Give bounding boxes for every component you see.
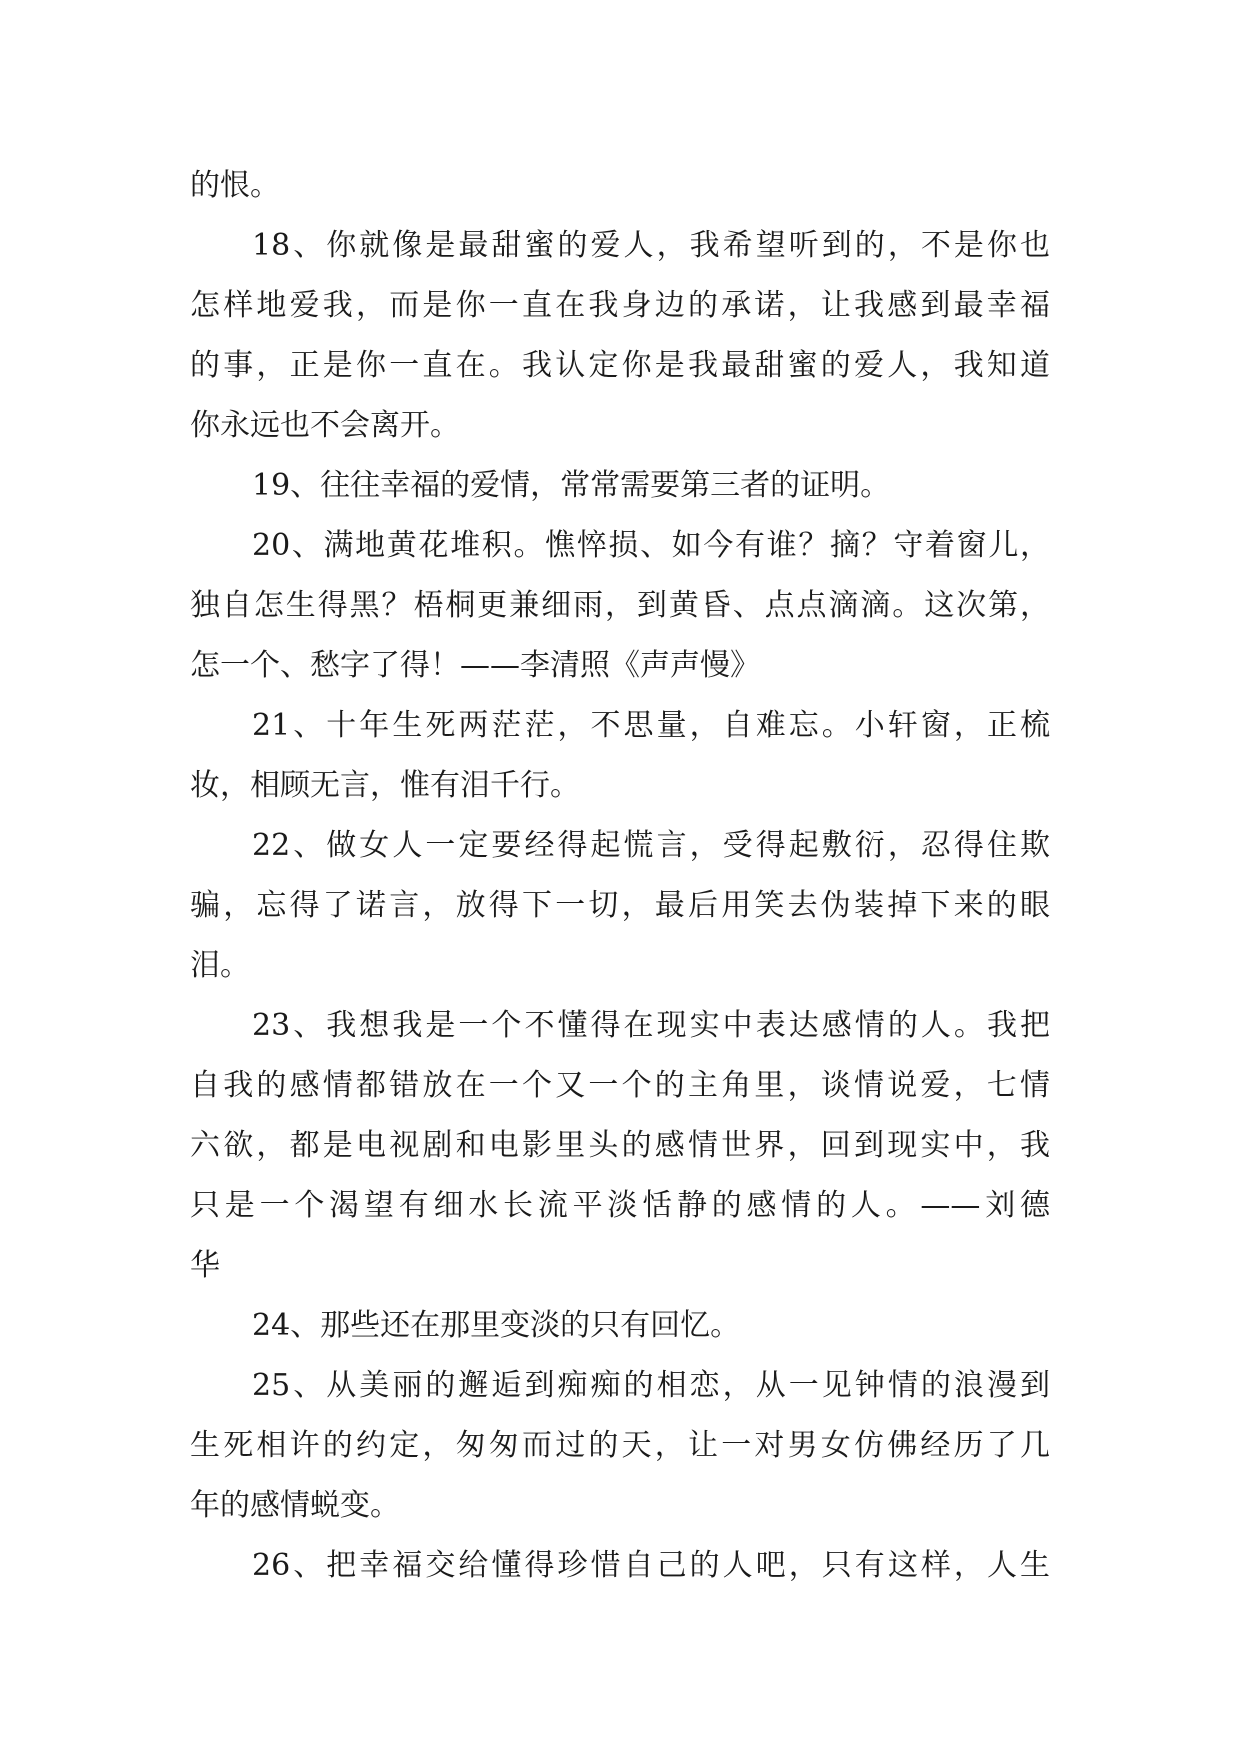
text-line: 你永远也不会离开。 — [190, 408, 460, 443]
text-line: 的事，正是你一直在。我认定你是我最甜蜜的爱人，我知道 — [190, 348, 1050, 383]
text-line: 年的感情蜕变。 — [190, 1488, 400, 1523]
text-line: 骗，忘得了诺言，放得下一切，最后用笑去伪装掉下来的眼 — [190, 888, 1050, 923]
document-body — [190, 156, 1050, 1596]
text-line: 泪。 — [190, 948, 250, 983]
text-line: 六欲，都是电视剧和电影里头的感情世界，回到现实中，我 — [190, 1128, 1050, 1163]
text-line: 的恨。 — [190, 168, 280, 203]
text-line: 23、我想我是一个不懂得在现实中表达感情的人。我把 — [252, 1008, 1050, 1043]
text-line: 华 — [190, 1248, 220, 1283]
text-line: 24、那些还在那里变淡的只有回忆。 — [252, 1308, 741, 1343]
text-line: 18、你就像是最甜蜜的爱人，我希望听到的，不是你也 — [252, 228, 1050, 263]
text-line: 独自怎生得黑？梧桐更兼细雨，到黄昏、点点滴滴。这次第， — [190, 588, 1050, 623]
text-line: 妆，相顾无言，惟有泪千行。 — [190, 768, 580, 803]
text-line: 22、做女人一定要经得起慌言，受得起敷衍，忍得住欺 — [252, 828, 1050, 863]
text-line: 21、十年生死两茫茫，不思量，自难忘。小轩窗，正梳 — [252, 708, 1050, 743]
text-line: 怎一个、愁字了得！——李清照《声声慢》 — [190, 648, 760, 683]
text-line: 26、把幸福交给懂得珍惜自己的人吧，只有这样，人生 — [252, 1548, 1050, 1583]
text-line: 20、满地黄花堆积。憔悴损、如今有谁？摘？守着窗儿， — [252, 528, 1050, 563]
text-line: 19、往往幸福的爱情，常常需要第三者的证明。 — [252, 468, 891, 503]
text-line: 25、从美丽的邂逅到痴痴的相恋，从一见钟情的浪漫到 — [252, 1368, 1050, 1403]
text-line: 生死相许的约定，匆匆而过的天，让一对男女仿佛经历了几 — [190, 1428, 1050, 1463]
text-line: 自我的感情都错放在一个又一个的主角里，谈情说爱，七情 — [190, 1068, 1050, 1103]
text-line: 怎样地爱我，而是你一直在我身边的承诺，让我感到最幸福 — [190, 288, 1050, 323]
text-line: 只是一个渴望有细水长流平淡恬静的感情的人。——刘德 — [190, 1188, 1050, 1223]
